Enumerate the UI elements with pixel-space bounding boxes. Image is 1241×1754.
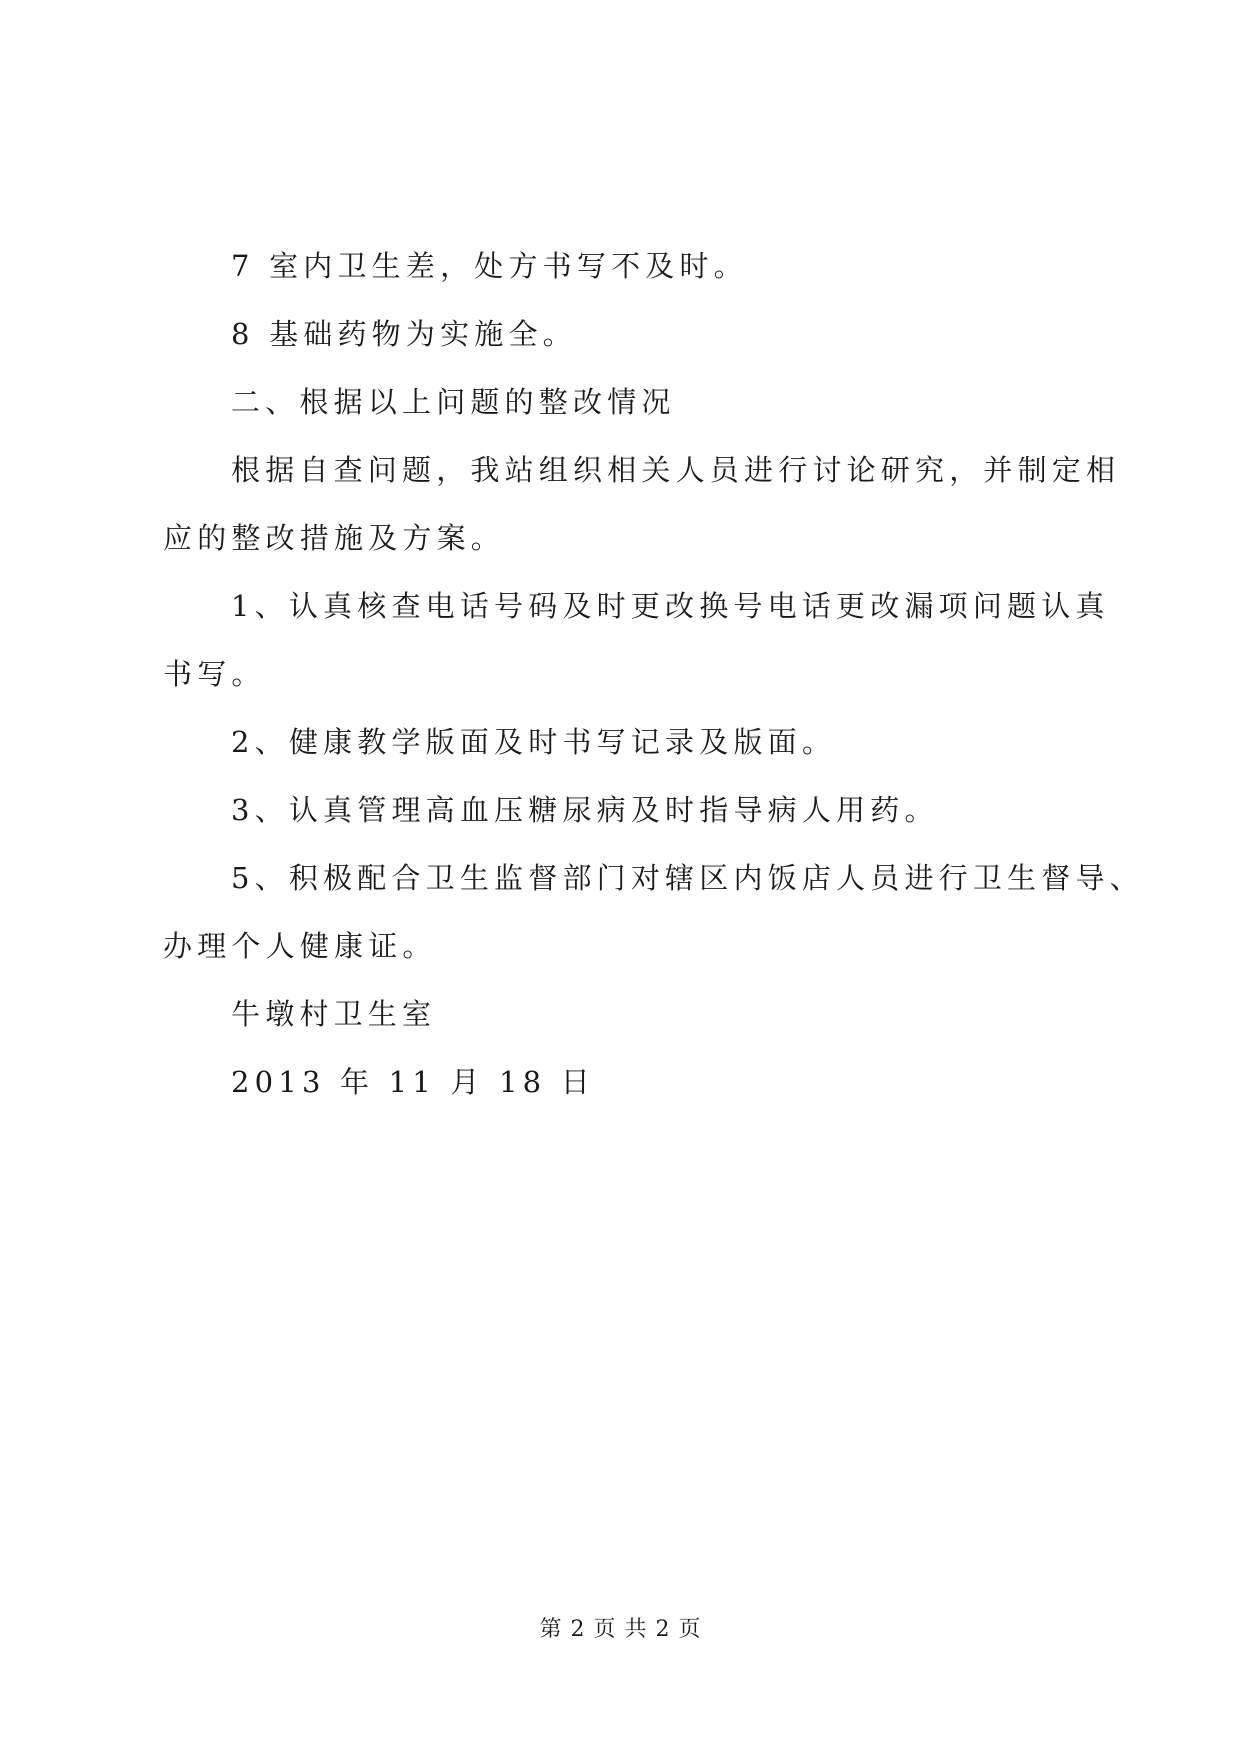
signature-date: 2013 年 11 月 18 日 — [231, 1065, 595, 1099]
body-line-issue-8: 8 基础药物为实施全。 — [231, 317, 577, 351]
signature-organization: 牛墩村卫生室 — [231, 997, 437, 1031]
body-line-intro-2: 应的整改措施及方案。 — [163, 521, 506, 555]
body-line-measure-1b: 书写。 — [163, 657, 266, 691]
body-line-measure-5b: 办理个人健康证。 — [163, 929, 437, 963]
body-line-measure-2: 2、健康教学版面及时书写记录及版面。 — [231, 725, 837, 759]
body-line-measure-1a: 1、认真核查电话号码及时更改换号电话更改漏项问题认真 — [231, 589, 1110, 623]
section-heading-rectification: 二、根据以上问题的整改情况 — [231, 385, 676, 419]
body-line-intro-1: 根据自查问题，我站组织相关人员进行讨论研究，并制定相 — [231, 453, 1121, 487]
page-number-footer: 第 2 页 共 2 页 — [539, 1617, 702, 1642]
document-body — [163, 232, 1144, 1116]
body-line-measure-3: 3、认真管理高血压糖尿病及时指导病人用药。 — [231, 793, 939, 827]
body-line-issue-7: 7 室内卫生差，处方书写不及时。 — [231, 249, 748, 283]
body-line-measure-5a: 5、积极配合卫生监督部门对辖区内饭店人员进行卫生督导、 — [231, 861, 1144, 895]
